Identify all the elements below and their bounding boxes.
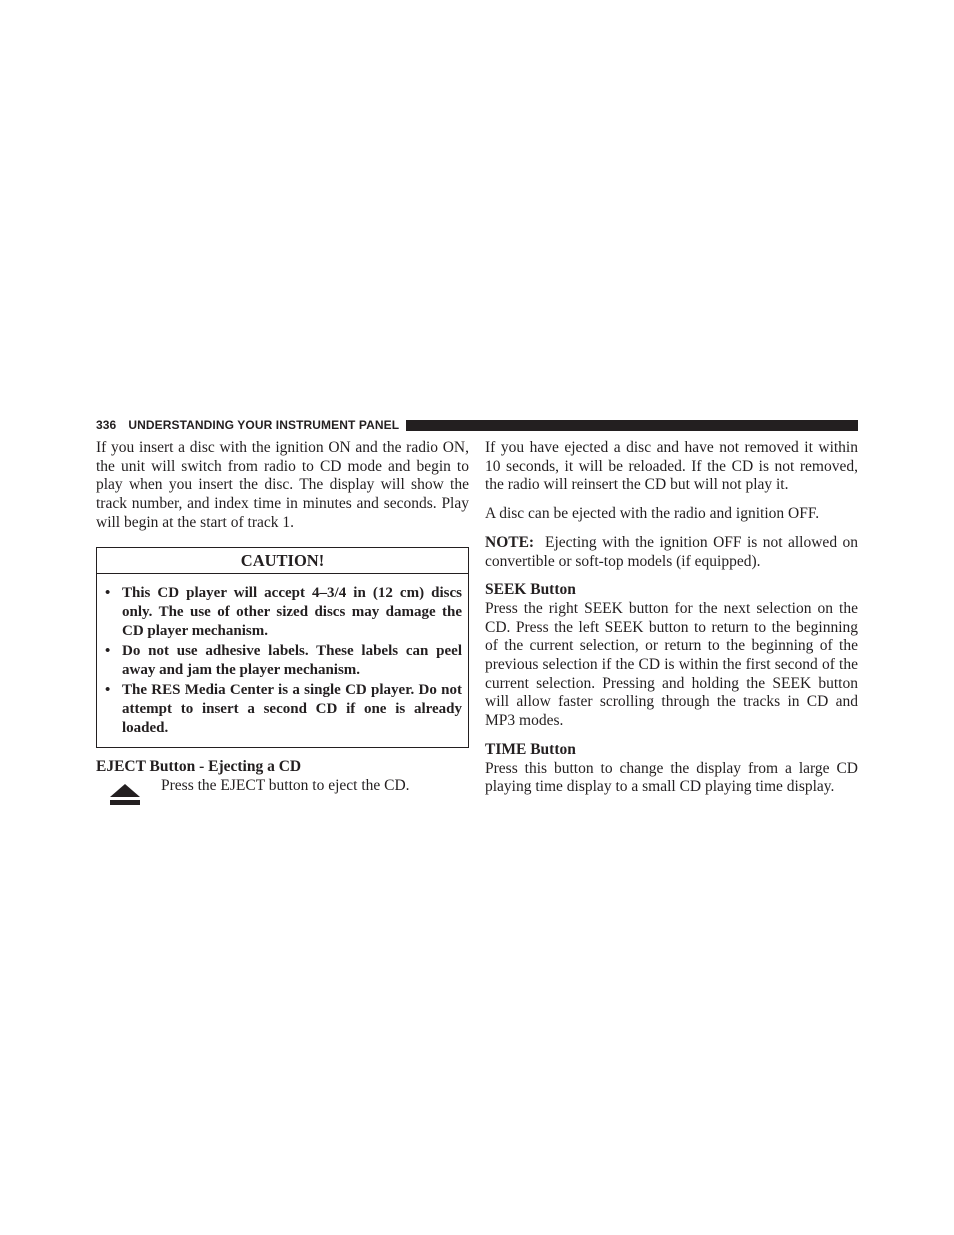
caution-item-text: Do not use adhesive labels. These labels can peel away and jam the player mechanism. <box>122 642 462 678</box>
caution-item <box>105 681 462 738</box>
reload-paragraph: If you have ejected a disc and have not removed it within 10 seconds, it will be reloaded. If the CD is not removed, the radio will reinsert the CD but will not play it. <box>485 439 858 494</box>
caution-item-text: The RES Media Center is a single CD player. Do not attempt to insert a second CD if one is already loaded. <box>122 681 462 736</box>
eject-off-paragraph: A disc can be ejected with the radio and ignition OFF. <box>485 505 820 523</box>
eject-text: Press the EJECT button to eject the CD. <box>161 776 410 794</box>
eject-row <box>96 776 469 806</box>
caution-item <box>105 584 462 641</box>
page-number: 336 <box>96 418 117 432</box>
time-paragraph: Press this button to change the display from a large CD playing time display to a small CD playing time display. <box>485 759 858 796</box>
seek-paragraph: Press the right SEEK button for the next selection on the CD. Press the left SEEK button to return to the beginning of the current selection, or return to the beginning of the previous selection if the CD is within the first second of the current selection. Pressing and holding the SEEK button will allow faster scrolling through the tracks in CD and MP3 modes. <box>485 599 858 730</box>
header-rule <box>406 420 858 431</box>
bullet: • <box>105 681 111 698</box>
note-paragraph <box>485 534 858 571</box>
right-column <box>485 439 858 797</box>
caution-title: CAUTION! <box>97 548 468 574</box>
bullet: • <box>105 584 111 601</box>
eject-heading: EJECT Button - Ejecting a CD <box>96 757 302 775</box>
bullet: • <box>105 642 111 659</box>
section-title: UNDERSTANDING YOUR INSTRUMENT PANEL <box>128 418 400 432</box>
time-heading: TIME Button <box>485 740 576 758</box>
intro-paragraph: If you insert a disc with the ignition ON and the radio ON, the unit will switch from radio to CD mode and begin to play when you insert the disc. The display will show the track number, and index time in minutes and seconds. Play will begin at the start of track 1. <box>96 439 469 531</box>
note-text: Ejecting with the ignition OFF is not allowed on convertible or soft-top models (if equipped). <box>485 533 859 570</box>
seek-heading: SEEK Button <box>485 581 576 599</box>
caution-item <box>105 642 462 680</box>
caution-item-text: This CD player will accept 4–3/4 in (12 cm) discs only. The use of other sized discs may damage the CD player mechanism. <box>122 584 462 639</box>
caution-list <box>97 574 468 747</box>
page-header <box>96 417 858 433</box>
left-column <box>96 439 469 806</box>
note-label: NOTE: <box>485 533 535 551</box>
caution-box <box>96 547 469 748</box>
eject-icon <box>110 784 140 806</box>
